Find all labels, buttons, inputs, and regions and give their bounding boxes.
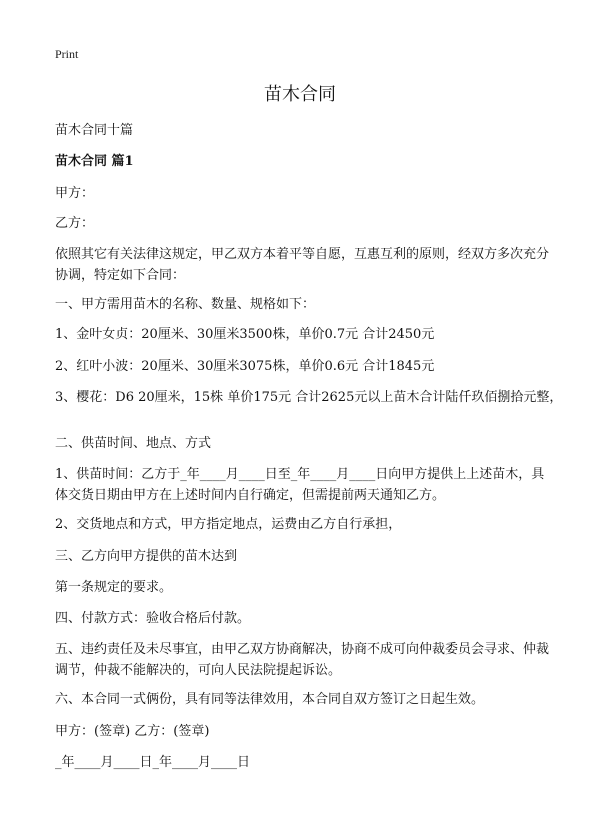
paragraph-clause-3: 三、乙方向甲方提供的苗木达到	[55, 549, 238, 564]
section-heading: 苗木合同 篇1	[55, 154, 134, 169]
paragraph-supply-time: 1、供苗时间：乙方于_年____月____日至_年____月____日向甲方提供上上述苗木，具体交货日期由甲方在上述时间内自行确定，但需提前两天通知乙方。	[55, 467, 545, 503]
paragraph-item-3: 3、樱花：D6 20厘米，15株 单价175元 合计2625元以上苗木合计陆仟玖佰捌拾元整，	[55, 390, 563, 405]
paragraph-item-1: 1、金叶女贞：20厘米、30厘米3500株，单价0.7元 合计2450元	[55, 327, 435, 342]
paragraph-clause-1: 一、甲方需用苗木的名称、数量、规格如下：	[55, 297, 316, 312]
paragraph-validity: 六、本合同一式俩份，具有同等法律效用，本合同自双方签订之日起生效。	[55, 692, 485, 707]
print-link[interactable]: Print	[55, 47, 79, 61]
paragraph-party-b: 乙方：	[55, 216, 95, 231]
document-title: 苗木合同	[264, 84, 336, 105]
paragraph-preamble: 依照其它有关法律这规定，甲乙双方本着平等自愿，互惠互利的原则，经双方多次充分协调，特定如下合同：	[55, 247, 550, 283]
paragraph-payment: 四、付款方式：验收合格后付款。	[55, 611, 251, 626]
paragraph-liability: 五、违约责任及未尽事宜，由甲乙双方协商解决，协商不成可向仲裁委员会寻求、仲裁调节，仲裁不能解决的，可向人民法院提起诉讼。	[55, 642, 550, 678]
paragraph-party-a: 甲方：	[55, 186, 95, 201]
paragraph-delivery: 2、交货地点和方式，甲方指定地点，运费由乙方自行承担，	[55, 517, 402, 532]
paragraph-clause-2: 二、供苗时间、地点、方式	[55, 436, 212, 451]
paragraph-requirement: 第一条规定的要求。	[55, 580, 173, 595]
paragraph-item-2: 2、红叶小波：20厘米、30厘米3075株，单价0.6元 合计1845元	[55, 359, 435, 374]
paragraph-signatures: 甲方：(签章) 乙方：(签章)	[55, 724, 210, 739]
document-subtitle: 苗木合同十篇	[55, 123, 134, 138]
paragraph-dates: _年____月____日_年____月____日	[55, 755, 251, 770]
